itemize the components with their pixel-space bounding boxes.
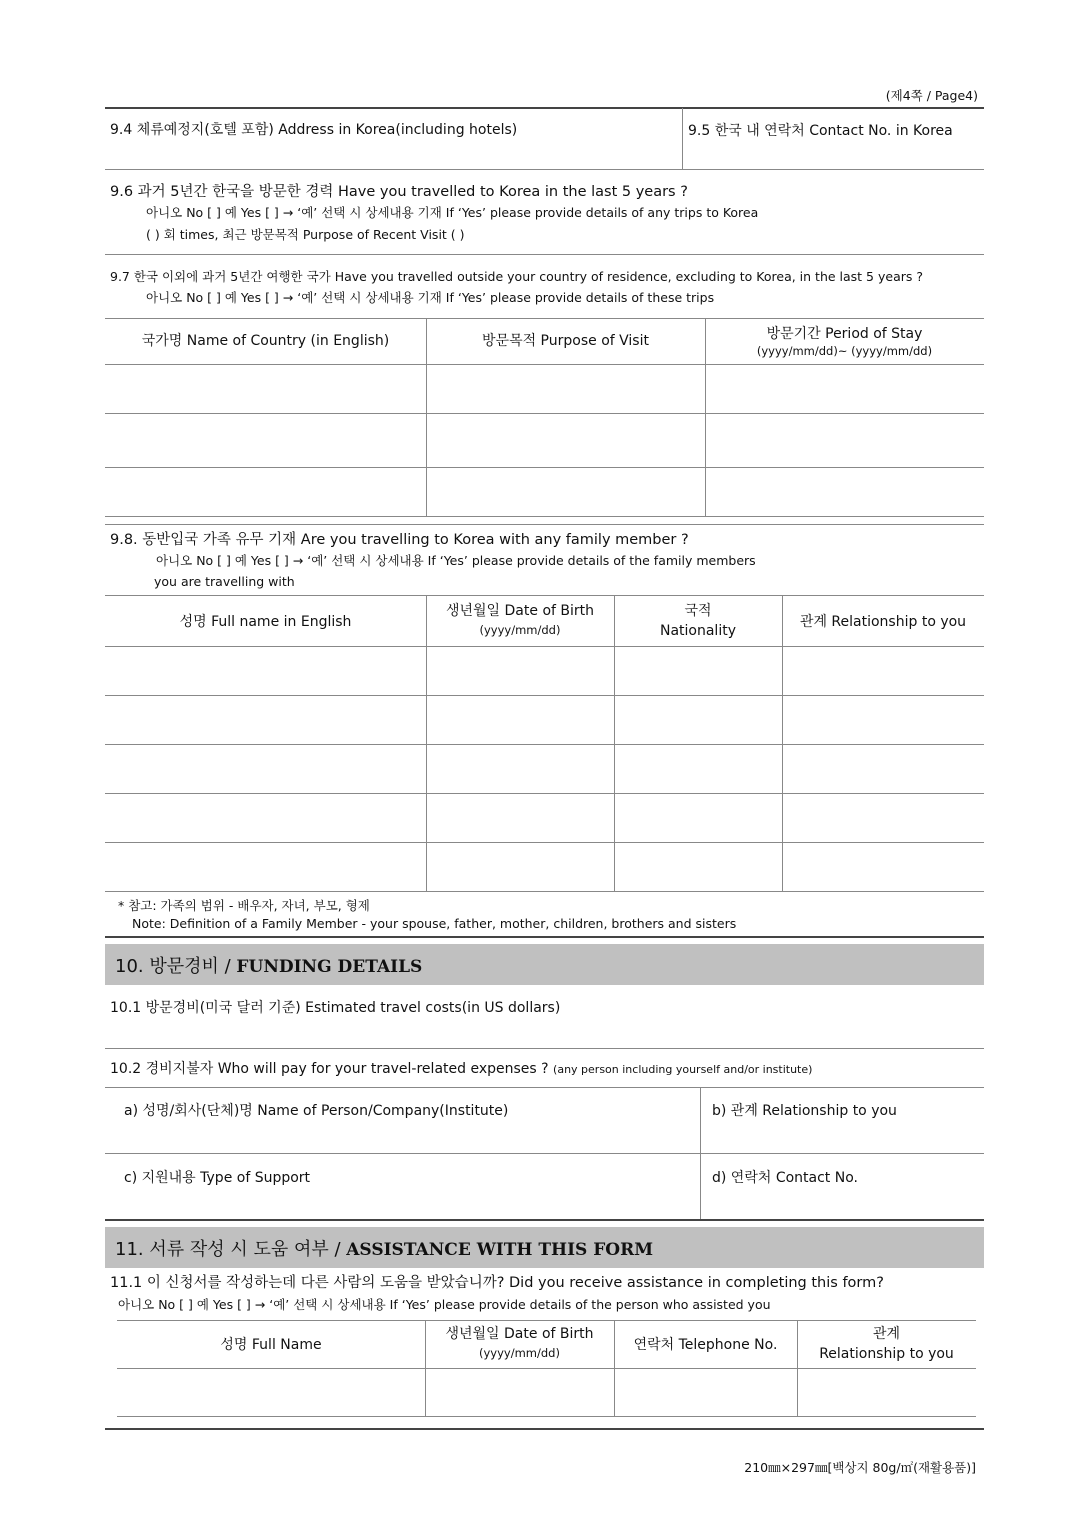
prior-korea-visits-options: 아니오 No [ ] 예 Yes [ ] → ‘예’ 선택 시 상세내용 기재 If ‘Yes’ please provide details of any trips to Korea: [146, 205, 759, 220]
assistance-options: 아니오 No [ ] 예 Yes [ ] → ‘예’ 선택 시 상세내용 If ‘Yes’ please provide details of the person who assisted you: [118, 1297, 771, 1312]
col-purpose: 방문목적 Purpose of Visit: [482, 333, 649, 349]
col-family-nationality-ko: 국적: [684, 603, 712, 619]
payer-relationship-label: b) 관계 Relationship to you: [712, 1103, 897, 1119]
col-period: 방문기간 Period of Stay: [766, 326, 923, 342]
family-travel-options: 아니오 No [ ] 예 Yes [ ] → ‘예’ 선택 시 상세내용 If ‘Yes’ please provide details of the family members: [156, 553, 756, 568]
page-label: (제4쪽 / Page4): [885, 88, 978, 103]
family-travel-question: 9.8. 동반입국 가족 유무 기재 Are you travelling to Korea with any family member ?: [110, 532, 689, 548]
col-family-name: 성명 Full name in English: [179, 614, 352, 630]
payer-name-label: a) 성명/회사(단체)명 Name of Person/Company(Institute): [124, 1103, 509, 1119]
payer-question-note: (any person including yourself and/or institute): [553, 1063, 813, 1076]
estimated-costs-label: 10.1 방문경비(미국 달러 기준) Estimated travel costs(in US dollars): [110, 1000, 561, 1016]
section-10-header: [105, 944, 984, 985]
col-country: 국가명 Name of Country (in English): [141, 333, 390, 349]
prior-korea-visits-question: 9.6 과거 5년간 한국을 방문한 경력 Have you travelled to Korea in the last 5 years ?: [110, 184, 688, 200]
family-note-en: Note: Definition of a Family Member - your spouse, father, mother, children, brothers and sisters: [132, 916, 737, 931]
col-assistant-relationship-ko: 관계: [872, 1326, 901, 1342]
family-note-ko: * 참고: 가족의 범위 - 배우자, 자녀, 부모, 형제: [118, 898, 370, 913]
payer-contact-label: d) 연락처 Contact No.: [712, 1170, 858, 1186]
other-travel-options: 아니오 No [ ] 예 Yes [ ] → ‘예’ 선택 시 상세내용 기재 If ‘Yes’ please provide details of these trips: [146, 290, 715, 305]
paper-spec-footer: 210㎜×297㎜[백상지 80g/㎡(재활용품)]: [744, 1460, 976, 1475]
col-family-dob: 생년월일 Date of Birth: [445, 603, 594, 619]
section-10-title-en: FUNDING DETAILS: [236, 956, 423, 977]
address-in-korea-label: 9.4 체류예정지(호텔 포함) Address in Korea(including hotels): [110, 122, 518, 138]
support-type-label: c) 지원내용 Type of Support: [124, 1170, 311, 1186]
section-11-title-ko: 11. 서류 작성 시 도움 여부 /: [115, 1238, 347, 1260]
col-assistant-dob-format: (yyyy/mm/dd): [479, 1346, 560, 1360]
section-11-header: [105, 1227, 984, 1268]
prior-korea-visits-details: ( ) 회 times, 최근 방문목적 Purpose of Recent Visit ( ): [146, 227, 465, 242]
col-period-format: (yyyy/mm/dd)~ (yyyy/mm/dd): [756, 344, 933, 358]
col-family-relationship: 관계 Relationship to you: [799, 614, 967, 630]
section-11-title-en: ASSISTANCE WITH THIS FORM: [346, 1239, 654, 1260]
col-assistant-telephone: 연락처 Telephone No.: [633, 1337, 778, 1353]
assistance-question: 11.1 이 신청서를 작성하는데 다른 사람의 도움을 받았습니까? Did you receive assistance in completing this form?: [110, 1275, 884, 1291]
col-family-dob-format: (yyyy/mm/dd): [479, 623, 561, 637]
section-10-title-ko: 10. 방문경비 /: [115, 955, 237, 977]
payer-question: 10.2 경비지불자 Who will pay for your travel-related expenses ?: [110, 1061, 549, 1077]
col-family-nationality: Nationality: [659, 623, 736, 639]
family-travel-options-cont: you are travelling with: [154, 574, 295, 589]
col-assistant-dob: 생년월일 Date of Birth: [445, 1326, 594, 1342]
col-assistant-name: 성명 Full Name: [220, 1337, 322, 1353]
other-travel-question: 9.7 한국 이외에 과거 5년간 여행한 국가 Have you travelled outside your country of residence, excluding to Korea, in the last 5 years ?: [110, 269, 923, 284]
contact-in-korea-label: 9.5 한국 내 연락처 Contact No. in Korea: [688, 123, 953, 139]
col-assistant-relationship: Relationship to you: [819, 1346, 954, 1362]
